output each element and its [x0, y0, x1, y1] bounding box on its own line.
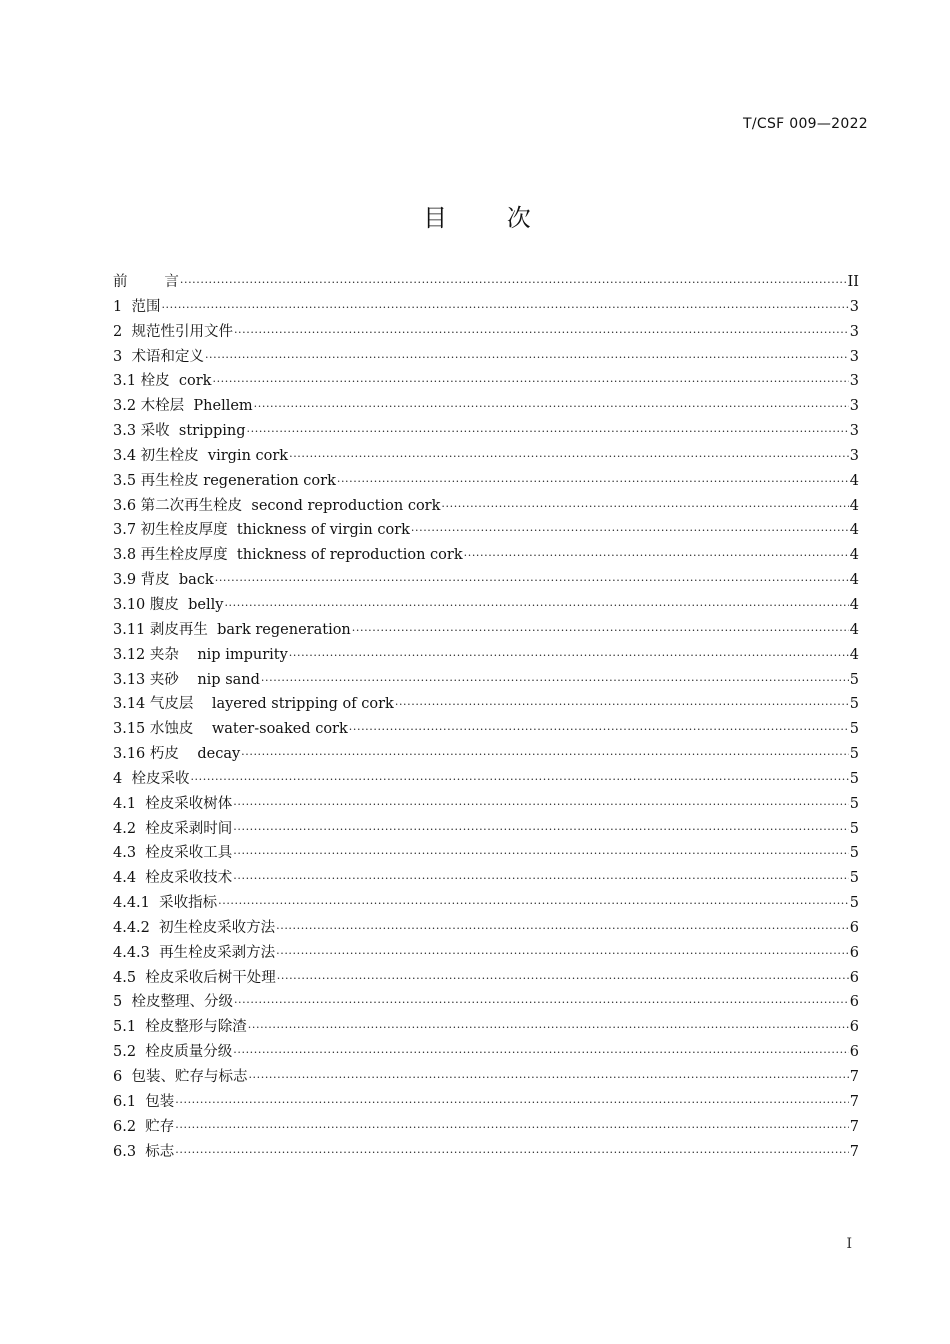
toc-entry[interactable] — [113, 990, 859, 1015]
toc-dot-leader — [276, 943, 849, 957]
toc-entry-page: 4 — [849, 572, 859, 589]
toc-entry-label: 2 规范性引用文件 — [113, 323, 233, 340]
toc-entry-label: 3.16 朽皮 decay — [113, 746, 241, 763]
toc-entry[interactable] — [113, 444, 859, 469]
toc-entry[interactable] — [113, 692, 859, 717]
toc-entry-label: 4.5 栓皮采收后树干处理 — [113, 969, 276, 986]
toc-entry[interactable] — [113, 494, 859, 519]
toc-entry-label: 3.10 腹皮 belly — [113, 596, 224, 613]
toc-entry-label: 6 包装、贮存与标志 — [113, 1069, 248, 1085]
toc-entry-page: 4 — [849, 646, 859, 663]
toc-entry-label: 3.8 再生栓皮厚度 thickness of reproduction cork — [113, 547, 463, 564]
toc-entry[interactable] — [113, 643, 859, 668]
table-of-contents — [113, 270, 859, 1164]
page-title: 目 次 — [423, 204, 557, 232]
toc-entry[interactable] — [113, 742, 859, 767]
toc-entry-label: 6.3 标志 — [113, 1143, 175, 1160]
toc-entry[interactable] — [113, 916, 859, 941]
toc-entry-label: 3.9 背皮 back — [113, 572, 214, 589]
toc-entry[interactable] — [113, 668, 859, 693]
toc-dot-leader — [175, 1092, 848, 1106]
toc-dot-leader — [205, 347, 849, 361]
toc-entry-label: 3.3 采收 stripping — [113, 423, 246, 440]
toc-entry-label: 3.4 初生栓皮 virgin cork — [113, 447, 289, 464]
toc-entry[interactable] — [113, 295, 859, 320]
toc-entry[interactable] — [113, 841, 859, 866]
toc-entry-label: 3.14 气皮层 layered stripping of cork — [113, 696, 394, 713]
toc-entry-label: 3.11 剥皮再生 bark regeneration — [113, 621, 351, 638]
toc-entry[interactable] — [113, 966, 859, 991]
toc-entry[interactable] — [113, 394, 859, 419]
toc-entry-page: 5 — [849, 820, 859, 837]
toc-entry-page: 4 — [849, 547, 859, 564]
toc-entry-page: 5 — [849, 795, 859, 812]
toc-entry[interactable] — [113, 767, 859, 792]
toc-entry[interactable] — [113, 717, 859, 742]
toc-entry-page: 7 — [849, 1093, 859, 1110]
toc-dot-leader — [352, 620, 849, 634]
toc-dot-leader — [234, 322, 849, 336]
toc-entry-page: 5 — [849, 746, 859, 763]
toc-entry-page: 6 — [849, 969, 859, 986]
toc-entry[interactable] — [113, 941, 859, 966]
toc-dot-leader — [212, 371, 848, 385]
toc-entry-label: 5.2 栓皮质量分级 — [113, 1044, 233, 1061]
toc-entry-page: 7 — [849, 1143, 859, 1160]
toc-entry[interactable] — [113, 1040, 859, 1065]
toc-dot-leader — [441, 496, 848, 510]
toc-dot-leader — [233, 819, 848, 833]
toc-dot-leader — [337, 471, 849, 485]
toc-entry-label: 4.4.2 初生栓皮采收方法 — [113, 919, 276, 936]
toc-entry[interactable] — [113, 469, 859, 494]
toc-entry-label: 3.5 再生栓皮 regeneration cork — [113, 472, 336, 489]
toc-dot-leader — [289, 446, 849, 460]
toc-entry-page: 3 — [849, 323, 859, 340]
page-number: I — [846, 1236, 852, 1252]
toc-entry-page: 3 — [849, 348, 859, 365]
toc-entry-label: 3.7 初生栓皮厚度 thickness of virgin cork — [113, 522, 410, 539]
toc-entry-label: 3.2 木栓层 Phellem — [113, 398, 253, 415]
toc-entry-label: 4.3 栓皮采收工具 — [113, 845, 233, 862]
toc-entry[interactable] — [113, 568, 859, 593]
toc-entry-label: 3.12 夹杂 nip impurity — [113, 646, 288, 663]
toc-entry[interactable] — [113, 518, 859, 543]
toc-entry-label: 4.4.3 再生栓皮采剥方法 — [113, 944, 276, 961]
toc-entry-page: 4 — [849, 596, 859, 613]
toc-entry-label: 3.15 水蚀皮 water-soaked cork — [113, 721, 348, 738]
toc-dot-leader — [190, 769, 848, 783]
toc-entry[interactable] — [113, 419, 859, 444]
toc-entry-label: 5 栓皮整理、分级 — [113, 994, 233, 1011]
toc-entry-label: 前 言 — [113, 274, 179, 290]
toc-entry-label: 3.6 第二次再生栓皮 second reproduction cork — [113, 497, 441, 514]
toc-dot-leader — [234, 992, 849, 1006]
toc-entry-page: 4 — [849, 522, 859, 539]
toc-entry-label: 6.1 包装 — [113, 1093, 175, 1110]
toc-entry-label: 3.1 栓皮 cork — [113, 373, 212, 390]
toc-entry[interactable] — [113, 1015, 859, 1040]
toc-dot-leader — [161, 297, 848, 311]
toc-dot-leader — [233, 843, 848, 857]
toc-entry-label: 4.4 栓皮采收技术 — [113, 870, 233, 887]
toc-dot-leader — [276, 918, 849, 932]
toc-entry[interactable] — [113, 543, 859, 568]
toc-dot-leader — [248, 1017, 849, 1031]
toc-entry[interactable] — [113, 1065, 859, 1090]
toc-entry[interactable] — [113, 1090, 859, 1115]
toc-dot-leader — [175, 1117, 848, 1131]
toc-entry-page: 3 — [849, 373, 859, 390]
toc-entry-page: 5 — [849, 895, 859, 912]
toc-entry-label: 4.1 栓皮采收树体 — [113, 795, 233, 812]
toc-entry-page: 3 — [849, 423, 859, 440]
toc-dot-leader — [277, 968, 849, 982]
toc-entry[interactable] — [113, 369, 859, 394]
toc-dot-leader — [349, 719, 849, 733]
toc-dot-leader — [395, 694, 849, 708]
toc-dot-leader — [215, 570, 849, 584]
toc-entry-page: 3 — [849, 447, 859, 464]
toc-entry-page: 5 — [849, 870, 859, 887]
toc-dot-leader — [247, 421, 849, 435]
toc-entry-label: 4.4.1 采收指标 — [113, 895, 218, 912]
toc-entry-page: 6 — [849, 919, 859, 936]
toc-dot-leader — [289, 645, 849, 659]
toc-entry[interactable] — [113, 593, 859, 618]
toc-entry-page: II — [847, 274, 859, 290]
toc-entry[interactable] — [113, 320, 859, 345]
toc-dot-leader — [241, 744, 849, 758]
toc-entry[interactable] — [113, 866, 859, 891]
toc-entry-page: 7 — [849, 1118, 859, 1135]
toc-entry-page: 6 — [849, 1019, 859, 1036]
toc-entry[interactable] — [113, 817, 859, 842]
toc-entry-label: 5.1 栓皮整形与除渣 — [113, 1019, 247, 1036]
toc-entry-label: 3 术语和定义 — [113, 348, 204, 365]
toc-entry[interactable] — [113, 1115, 859, 1140]
toc-dot-leader — [224, 595, 848, 609]
toc-dot-leader — [248, 1067, 848, 1081]
toc-entry[interactable] — [113, 618, 859, 643]
toc-dot-leader — [233, 868, 848, 882]
toc-entry-page: 5 — [849, 770, 859, 787]
toc-entry-label: 4 栓皮采收 — [113, 770, 190, 787]
toc-entry-page: 6 — [849, 944, 859, 961]
toc-entry-label: 6.2 贮存 — [113, 1118, 175, 1135]
toc-entry-label: 1 范围 — [113, 298, 161, 315]
toc-dot-leader — [180, 272, 847, 286]
toc-entry-page: 4 — [849, 621, 859, 638]
toc-entry-page: 5 — [849, 845, 859, 862]
toc-entry-label: 3.13 夹砂 nip sand — [113, 671, 260, 688]
toc-dot-leader — [464, 545, 849, 559]
toc-entry-page: 7 — [849, 1069, 859, 1085]
toc-dot-leader — [261, 670, 849, 684]
toc-entry[interactable] — [113, 1140, 859, 1165]
toc-entry-page: 3 — [849, 398, 859, 415]
toc-dot-leader — [233, 1042, 848, 1056]
toc-dot-leader — [411, 520, 849, 534]
toc-dot-leader — [233, 794, 848, 808]
toc-entry-page: 5 — [849, 671, 859, 688]
toc-dot-leader — [175, 1142, 848, 1156]
standard-code: T/CSF 009—2022 — [743, 116, 868, 132]
toc-entry[interactable] — [113, 345, 859, 370]
toc-entry-page: 5 — [849, 721, 859, 738]
toc-entry-page: 6 — [849, 994, 859, 1011]
toc-entry-page: 6 — [849, 1044, 859, 1061]
toc-dot-leader — [254, 396, 849, 410]
toc-entry[interactable] — [113, 270, 859, 295]
toc-entry[interactable] — [113, 792, 859, 817]
toc-entry-page: 4 — [849, 472, 859, 489]
toc-entry[interactable] — [113, 891, 859, 916]
toc-entry-page: 4 — [849, 497, 859, 514]
toc-entry-page: 5 — [849, 696, 859, 713]
toc-entry-label: 4.2 栓皮采剥时间 — [113, 820, 233, 837]
toc-dot-leader — [218, 893, 849, 907]
toc-entry-page: 3 — [849, 298, 859, 315]
